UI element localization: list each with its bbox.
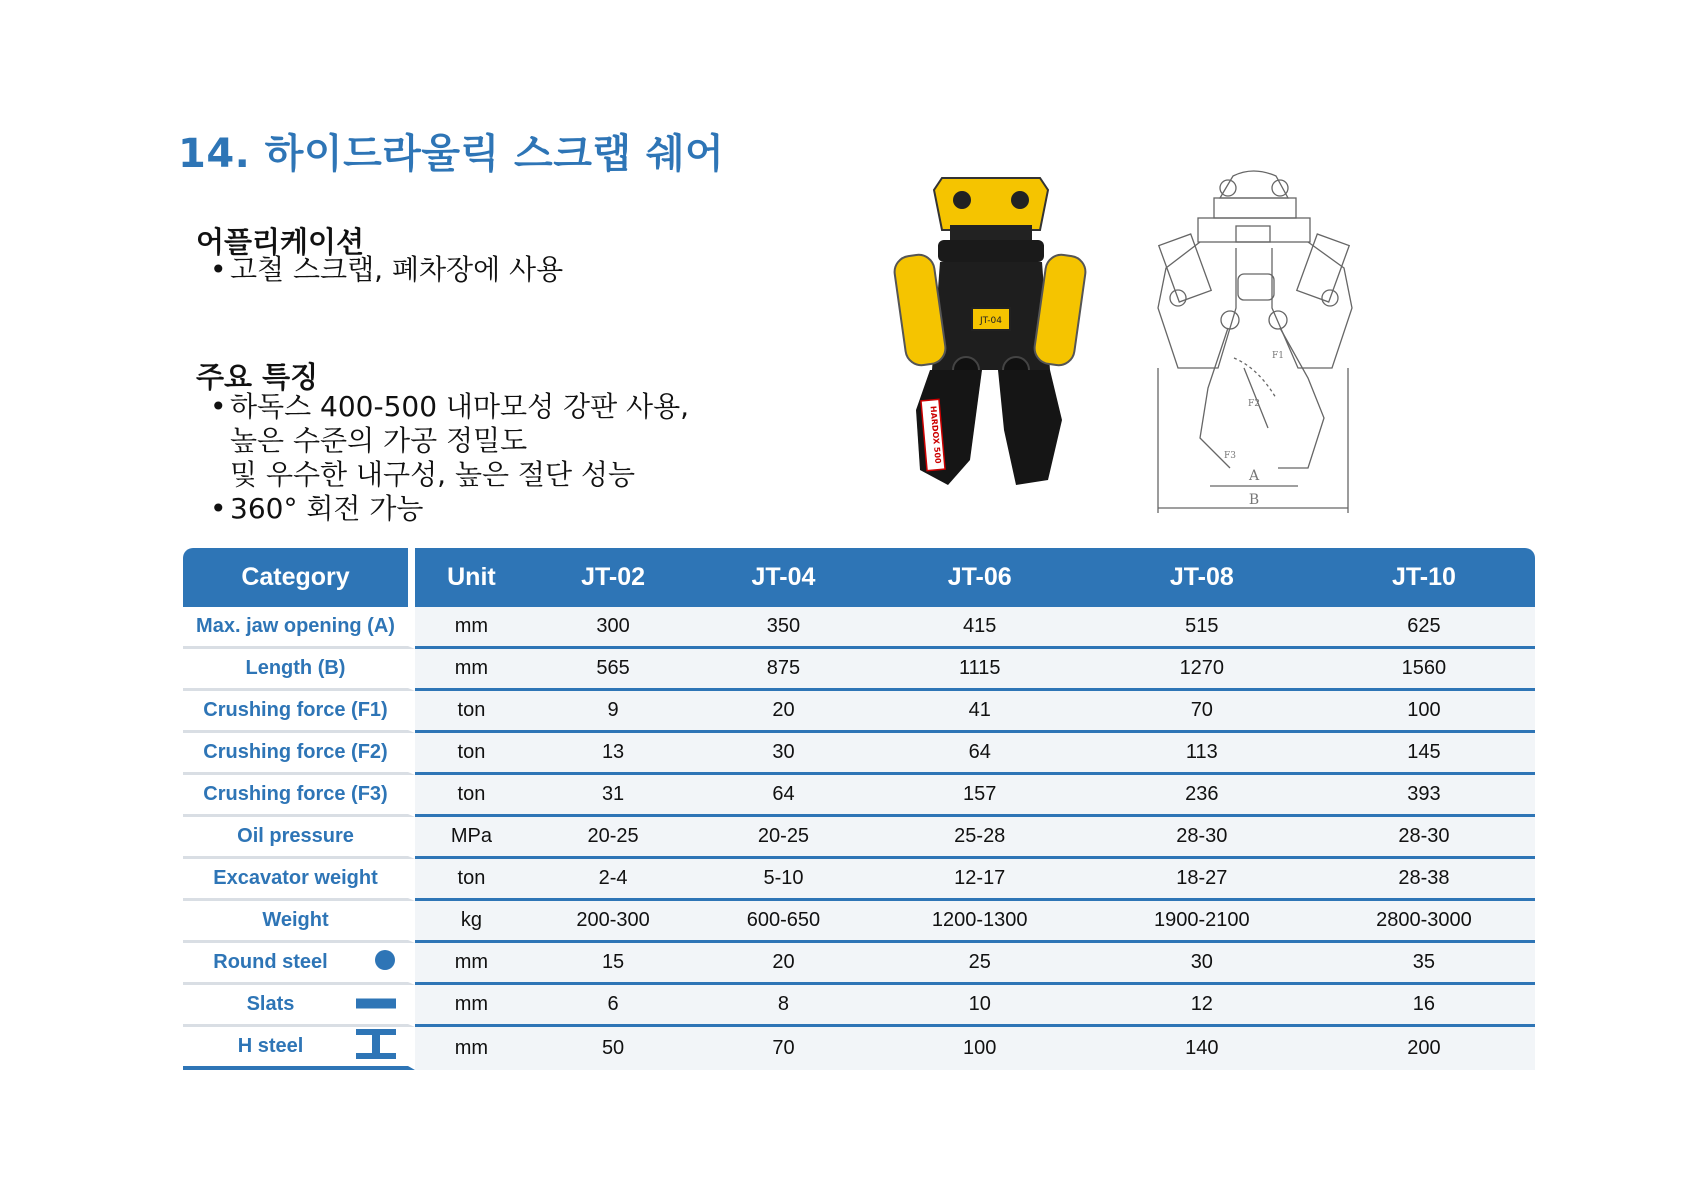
row-category-label: Oil pressure [237,825,354,847]
row-value: 875 [698,649,868,691]
dimension-label-b: B [1248,492,1260,508]
row-value: 16 [1313,985,1535,1027]
row-category-label: Round steel [213,951,328,973]
row-category-label: Max. jaw opening (A) [196,615,395,637]
row-value: 10 [869,985,1091,1027]
row-category [183,817,415,859]
row-category [183,1027,415,1070]
row-value: 20 [698,691,868,733]
row-value: 200 [1313,1027,1535,1070]
table-row [183,817,1535,859]
row-category-label: H steel [237,1035,304,1057]
row-category [183,775,415,817]
row-category-label: Weight [262,909,329,931]
row-value: 13 [528,733,698,775]
round-steel-icon [374,949,396,977]
row-value: 1115 [869,649,1091,691]
row-value: 35 [1313,943,1535,985]
row-value: 15 [528,943,698,985]
table-row [183,859,1535,901]
row-value: 1900-2100 [1091,901,1313,943]
row-value: 9 [528,691,698,733]
row-value: 28-30 [1091,817,1313,859]
features-heading: 주요 특징 [196,360,319,394]
row-unit: MPa [415,817,528,859]
header-category: Category [183,548,415,607]
table-row [183,733,1535,775]
row-category [183,733,415,775]
row-value: 100 [869,1027,1091,1070]
row-value: 1560 [1313,649,1535,691]
row-category-label: Crushing force (F3) [203,783,388,805]
row-category-label: Length (B) [245,657,346,679]
row-value: 28-30 [1313,817,1535,859]
row-unit: mm [415,1027,528,1070]
features-bullet-line: 높은 수준의 가공 정밀도 [230,424,528,457]
row-value: 157 [869,775,1091,817]
row-value: 145 [1313,733,1535,775]
row-value: 2-4 [528,859,698,901]
application-heading: 어플리케이션 [196,225,365,259]
row-value: 100 [1313,691,1535,733]
row-value: 70 [698,1027,868,1070]
brand-label-text: HARDOX 500 [928,405,943,464]
row-unit: ton [415,775,528,817]
row-category [183,901,415,943]
row-value: 41 [869,691,1091,733]
row-value: 64 [869,733,1091,775]
h-beam-icon [356,1029,396,1065]
row-value: 12 [1091,985,1313,1027]
row-value: 28-38 [1313,859,1535,901]
force-label-f3: F3 [1224,451,1236,461]
row-unit: ton [415,733,528,775]
row-category [183,607,415,649]
table-row [183,943,1535,985]
header-model: JT-06 [869,548,1091,607]
row-category [183,691,415,733]
header-model: JT-04 [698,548,868,607]
row-value: 300 [528,607,698,649]
row-value: 236 [1091,775,1313,817]
row-category [183,859,415,901]
force-label-f1: F1 [1272,351,1284,361]
table-row [183,607,1535,649]
row-value: 30 [698,733,868,775]
table-row [183,1027,1535,1070]
flat-bar-icon [356,993,396,1016]
row-value: 18-27 [1091,859,1313,901]
row-category-label: Slats [246,993,295,1015]
row-value: 8 [698,985,868,1027]
row-unit: mm [415,943,528,985]
row-value: 25-28 [869,817,1091,859]
row-category-label: Excavator weight [213,867,378,889]
row-value: 20-25 [528,817,698,859]
row-category-label: Crushing force (F2) [203,741,388,763]
row-category [183,649,415,691]
row-value: 415 [869,607,1091,649]
dimension-drawing [1148,168,1358,520]
model-plate-text: JT-04 [979,316,1003,326]
row-value: 5-10 [698,859,868,901]
row-value: 515 [1091,607,1313,649]
row-value: 140 [1091,1027,1313,1070]
row-unit: mm [415,649,528,691]
header-model: JT-08 [1091,548,1313,607]
row-value: 30 [1091,943,1313,985]
row-value: 113 [1091,733,1313,775]
row-value: 20 [698,943,868,985]
row-value: 600-650 [698,901,868,943]
page-title: 14. 하이드라울릭 스크랩 쉐어 [178,131,725,177]
table-body [183,607,1535,1070]
features-bullet: • 360° 회전 가능 [210,492,689,526]
row-category [183,985,415,1027]
row-value: 20-25 [698,817,868,859]
spec-table [183,548,1535,1070]
row-value: 1270 [1091,649,1313,691]
row-unit: mm [415,607,528,649]
header-unit: Unit [415,548,528,607]
table-row [183,691,1535,733]
row-unit: ton [415,859,528,901]
row-category-label: Crushing force (F1) [203,699,388,721]
features-bullet-line: • 하독스 400-500 내마모성 강판 사용, [230,390,690,423]
row-unit: kg [415,901,528,943]
header-model: JT-10 [1313,548,1535,607]
row-value: 393 [1313,775,1535,817]
table-row [183,901,1535,943]
row-value: 350 [698,607,868,649]
header-model: JT-02 [528,548,698,607]
row-value: 31 [528,775,698,817]
force-label-f2: F2 [1248,399,1260,409]
row-value: 64 [698,775,868,817]
application-list [210,253,563,287]
row-value: 200-300 [528,901,698,943]
row-value: 2800-3000 [1313,901,1535,943]
row-value: 625 [1313,607,1535,649]
row-unit: mm [415,985,528,1027]
row-value: 25 [869,943,1091,985]
row-category [183,943,415,985]
table-row [183,985,1535,1027]
row-value: 12-17 [869,859,1091,901]
row-unit: ton [415,691,528,733]
table-row [183,775,1535,817]
dimension-label-a: A [1248,468,1260,484]
table-row [183,649,1535,691]
scrap-shear-photo [890,170,1090,505]
row-value: 1200-1300 [869,901,1091,943]
table-header-row [183,548,1535,607]
row-value: 6 [528,985,698,1027]
row-value: 50 [528,1027,698,1070]
features-list [210,390,689,526]
row-value: 70 [1091,691,1313,733]
features-bullet-line: 및 우수한 내구성, 높은 절단 성능 [230,458,636,491]
features-bullet [210,390,689,492]
application-bullet: • 고철 스크랩, 폐차장에 사용 [210,253,563,287]
row-value: 565 [528,649,698,691]
